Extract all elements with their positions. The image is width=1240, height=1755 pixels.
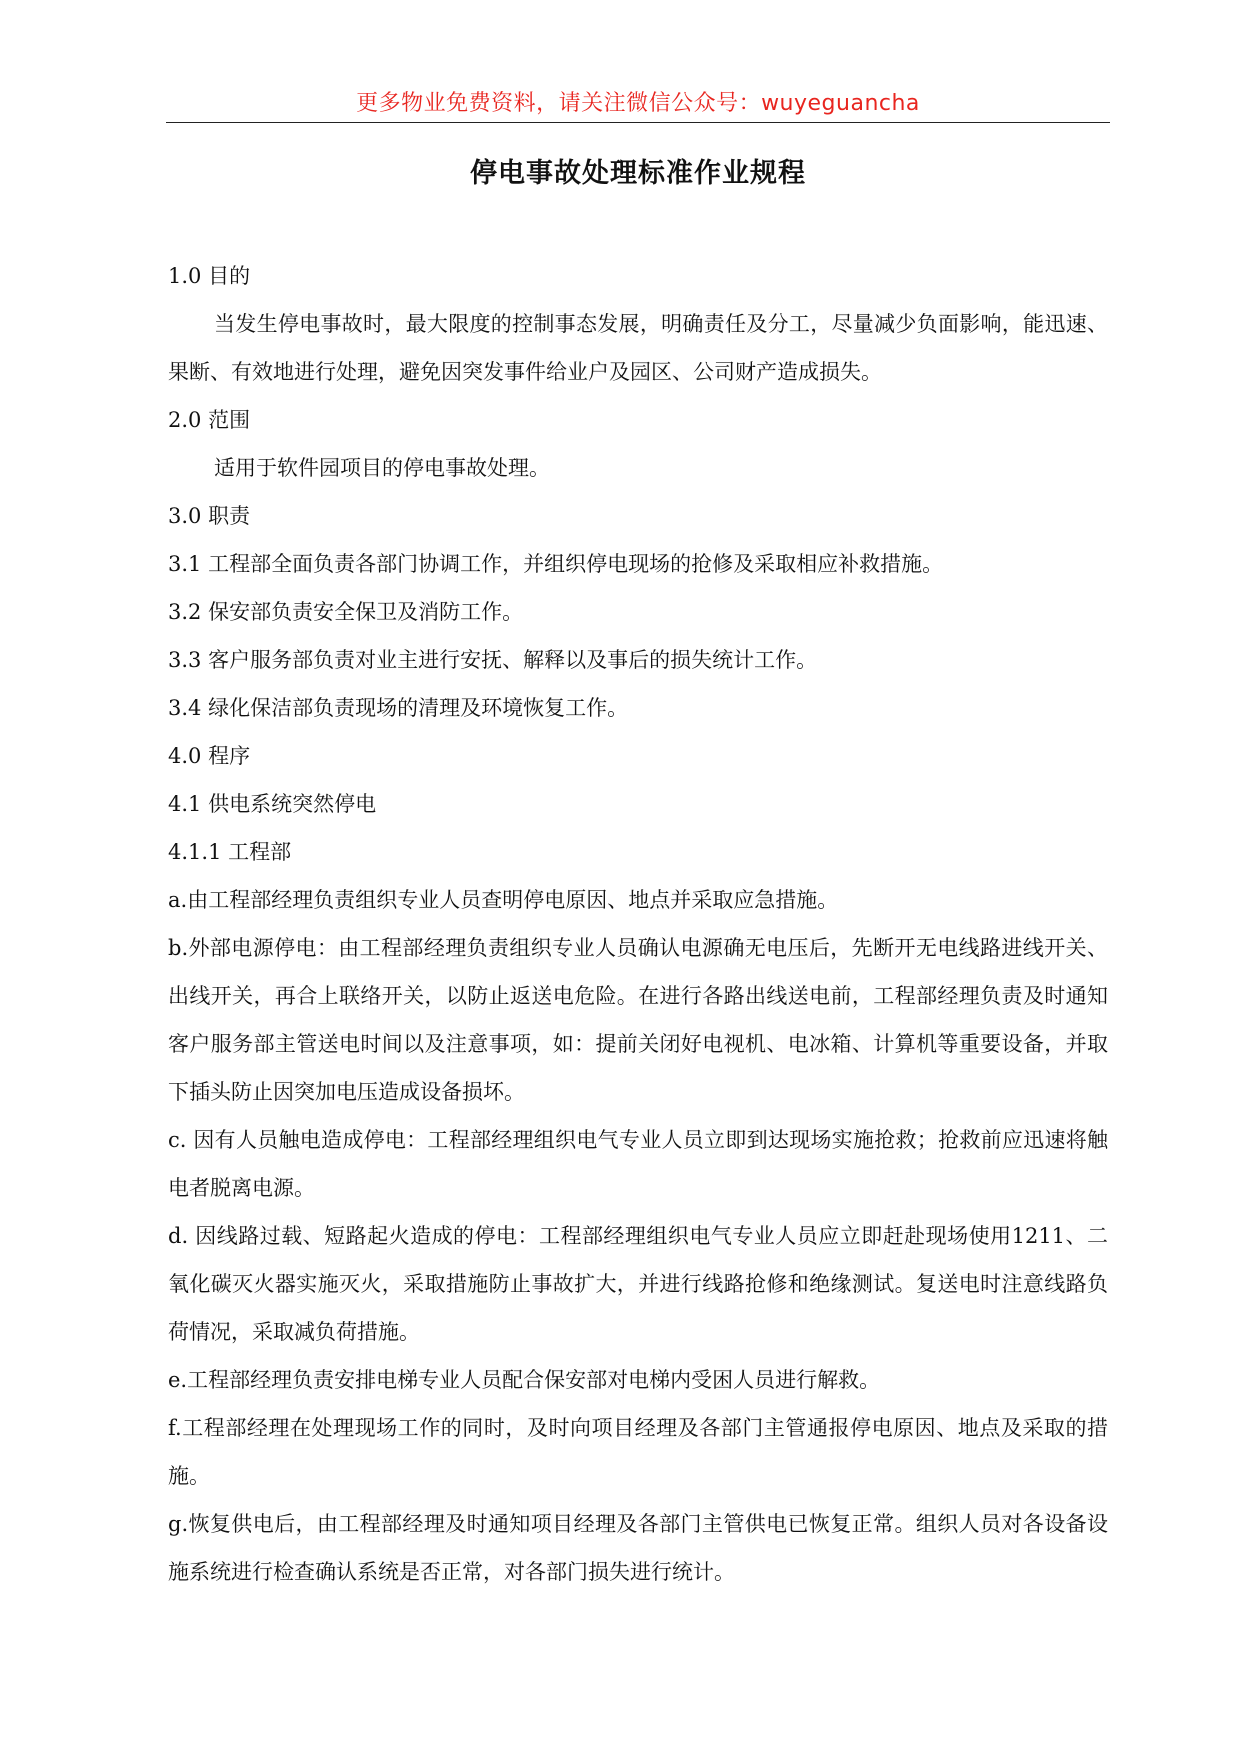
document-body: [168, 252, 1108, 1596]
list-item: d. 因线路过载、短路起火造成的停电：工程部经理组织电气专业人员应立即赶赴现场使用1211、二氧化碳灭火器实施灭火，采取措施防止事故扩大，并进行线路抢修和绝缘测试。复送电时注意线路负荷情况，采取减负荷措施。: [168, 1224, 1108, 1344]
list-item: 3.2 保安部负责安全保卫及消防工作。: [168, 600, 524, 624]
list-item: a.由工程部经理负责组织专业人员查明停电原因、地点并采取应急措施。: [168, 888, 839, 912]
section-heading: 3.0 职责: [168, 504, 251, 528]
section-heading: 1.0 目的: [168, 264, 251, 288]
list-item: 3.1 工程部全面负责各部门协调工作，并组织停电现场的抢修及采取相应补救措施。: [168, 552, 944, 576]
subsection-heading: 4.1 供电系统突然停电: [168, 792, 377, 816]
promo-header: 更多物业免费资料，请关注微信公众号：wuyeguancha: [356, 91, 920, 116]
body-paragraph: 当发生停电事故时，最大限度的控制事态发展，明确责任及分工，尽量减少负面影响，能迅速、果断、有效地进行处理，避免因突发事件给业户及园区、公司财产造成损失。: [168, 312, 1108, 384]
section-heading: 4.0 程序: [168, 744, 251, 768]
subsection-heading: 4.1.1 工程部: [168, 840, 292, 864]
list-item: 3.4 绿化保洁部负责现场的清理及环境恢复工作。: [168, 696, 629, 720]
list-item: g.恢复供电后，由工程部经理及时通知项目经理及各部门主管供电已恢复正常。组织人员对各设备设施系统进行检查确认系统是否正常，对各部门损失进行统计。: [168, 1512, 1108, 1584]
document-title: 停电事故处理标准作业规程: [470, 158, 806, 189]
list-item: c. 因有人员触电造成停电：工程部经理组织电气专业人员立即到达现场实施抢救；抢救前应迅速将触电者脱离电源。: [168, 1128, 1108, 1200]
list-item: b.外部电源停电：由工程部经理负责组织专业人员确认电源确无电压后，先断开无电线路进线开关、出线开关，再合上联络开关，以防止返送电危险。在进行各路出线送电前，工程部经理负责及时通知客户服务部主管送电时间以及注意事项，如：提前关闭好电视机、电冰箱、计算机等重要设备，并取下插头防止因突加电压造成设备损坏。: [168, 936, 1108, 1104]
header-divider: [166, 122, 1110, 123]
list-item: e.工程部经理负责安排电梯专业人员配合保安部对电梯内受困人员进行解救。: [168, 1368, 881, 1392]
body-paragraph: 适用于软件园项目的停电事故处理。: [214, 456, 550, 480]
list-item: f.工程部经理在处理现场工作的同时，及时向项目经理及各部门主管通报停电原因、地点及采取的措施。: [168, 1416, 1108, 1488]
section-heading: 2.0 范围: [168, 408, 251, 432]
list-item: 3.3 客户服务部负责对业主进行安抚、解释以及事后的损失统计工作。: [168, 648, 818, 672]
